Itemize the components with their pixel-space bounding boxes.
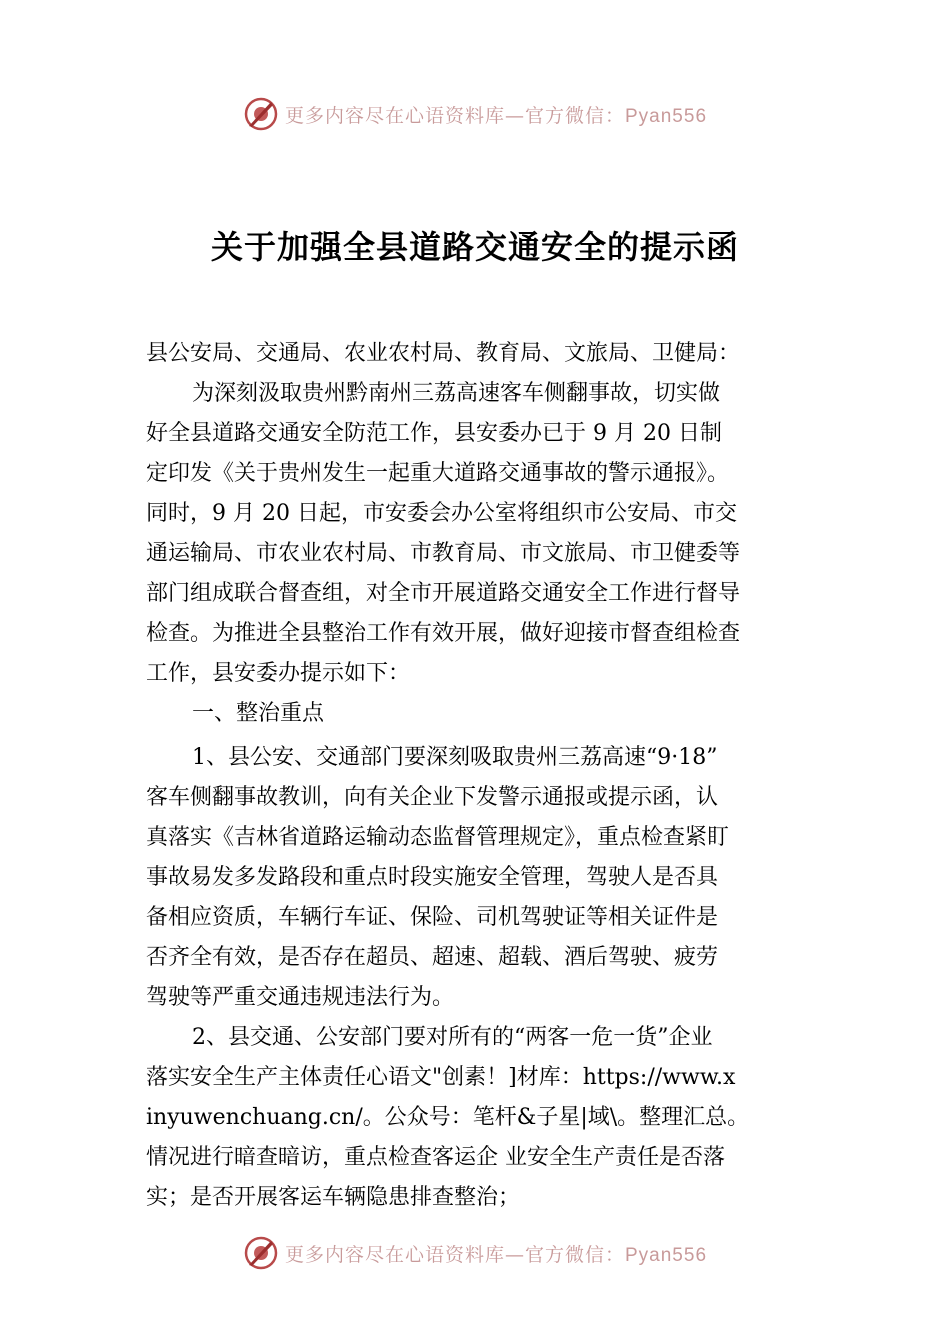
- paragraph-line: 2、县交通、公安部门要对所有的“两客一危一货”企业: [192, 1025, 713, 1050]
- quill-logo-icon: [243, 96, 279, 132]
- paragraph-line: 事故易发多发路段和重点时段实施安全管理，驾驶人是否具: [146, 865, 719, 890]
- paragraph-line: inyuwenchuang.cn/。公众号：笔杆&子星|域\。整理汇总。: [146, 1105, 750, 1130]
- watermark-text: 更多内容尽在心语资料库—官方微信：Pyan556: [284, 104, 708, 127]
- paragraph-line: 定印发《关于贵州发生一起重大道路交通事故的警示通报》。: [146, 461, 730, 486]
- paragraph-line: 好全县道路交通安全防范工作，县安委办已于 9 月 20 日制: [146, 421, 722, 446]
- watermark-text: 更多内容尽在心语资料库—官方微信：Pyan556: [284, 1243, 708, 1266]
- paragraph-line: 工作，县安委办提示如下：: [146, 661, 411, 686]
- section-heading: 一、整治重点: [192, 701, 325, 726]
- paragraph-line: 为深刻汲取贵州黔南州三荔高速客车侧翻事故，切实做: [192, 381, 721, 406]
- document-title: 关于加强全县道路交通安全的提示函: [210, 228, 739, 266]
- header-watermark: [0, 94, 950, 134]
- salutation-line: 县公安局、交通局、农业农村局、教育局、文旅局、卫健局：: [146, 341, 741, 366]
- paragraph-line: 检查。为推进全县整治工作有效开展，做好迎接市督查组检查: [146, 621, 741, 646]
- paragraph-line: 驾驶等严重交通违规违法行为。: [146, 985, 455, 1010]
- quill-logo-icon: [243, 1235, 279, 1271]
- paragraph-line: 通运输局、市农业农村局、市教育局、市文旅局、市卫健委等: [146, 541, 741, 566]
- paragraph-line: 同时，9 月 20 日起，市安委会办公室将组织市公安局、市交: [146, 501, 737, 526]
- paragraph-line: 1、县公安、交通部门要深刻吸取贵州三荔高速“9·18”: [192, 745, 718, 770]
- paragraph-line: 实；是否开展客运车辆隐患排查整治；: [146, 1185, 521, 1210]
- paragraph-line: 真落实《吉林省道路运输动态监督管理规定》，重点检查紧盯: [146, 825, 730, 850]
- paragraph-line: 落实安全生产主体责任心语文"创素！]材库：https://www.x: [146, 1065, 736, 1090]
- paragraph-line: 情况进行暗查暗访，重点检查客运企 业安全生产责任是否落: [146, 1145, 725, 1170]
- paragraph-line: 备相应资质，车辆行车证、保险、司机驾驶证等相关证件是: [146, 905, 719, 930]
- paragraph-line: 客车侧翻事故教训，向有关企业下发警示通报或提示函，认: [146, 785, 719, 810]
- document-body: [146, 334, 826, 1218]
- paragraph-line: 否齐全有效，是否存在超员、超速、超载、酒后驾驶、疲劳: [146, 945, 719, 970]
- footer-watermark: [0, 1233, 950, 1273]
- paragraph-line: 部门组成联合督查组，对全市开展道路交通安全工作进行督导: [146, 581, 741, 606]
